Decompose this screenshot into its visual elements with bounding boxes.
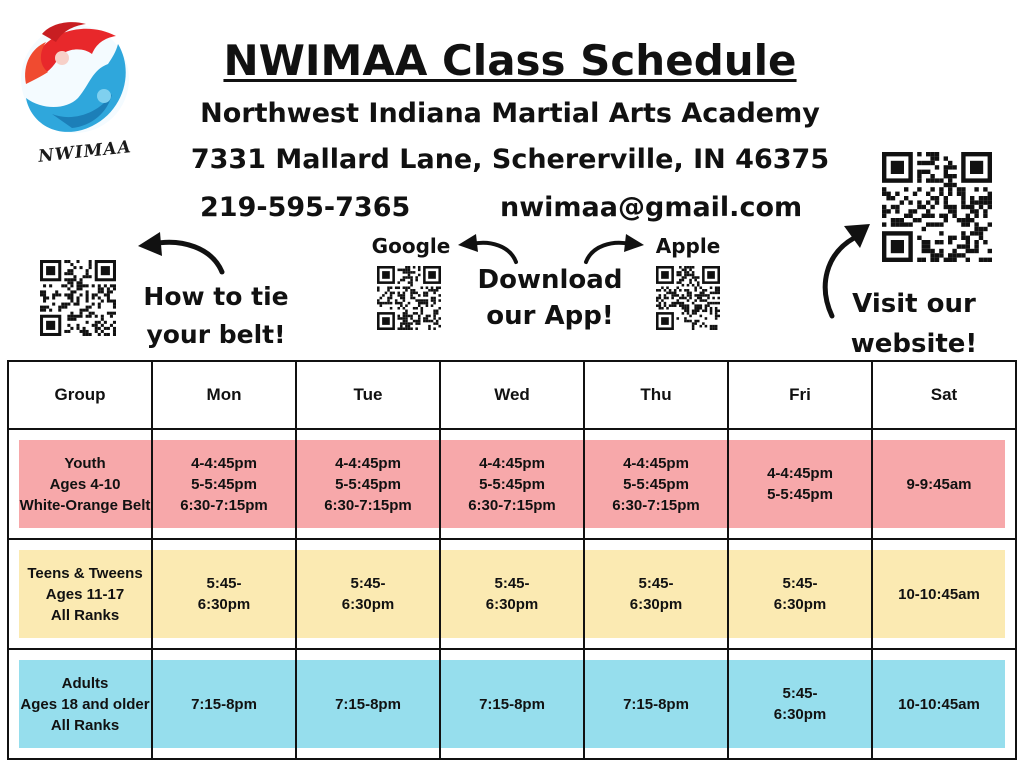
cell-content (19, 550, 151, 638)
cell-content (873, 550, 1005, 638)
cell-line: 10-10:45am (898, 585, 980, 603)
time-cell (152, 429, 296, 539)
time-cell (728, 649, 872, 759)
time-cell (584, 649, 728, 759)
download-app-label (468, 262, 632, 334)
column-header: Fri (728, 361, 872, 429)
time-cell (584, 429, 728, 539)
cell-line: 5:45- (494, 575, 530, 592)
column-header: Tue (296, 361, 440, 429)
cell-line: 6:30pm (773, 596, 827, 613)
cell-content (729, 440, 871, 528)
cell-line: 5-5:45pm (335, 475, 401, 493)
cell-line: 7:15-8pm (335, 695, 401, 713)
cell-line: 4-4:45pm (191, 454, 257, 472)
arrow-right-small-icon (580, 228, 650, 268)
time-cell (296, 649, 440, 759)
cell-line: 5:45- (350, 575, 386, 592)
cell-content (729, 660, 871, 748)
cell-line: 6:30pm (341, 596, 395, 613)
cell-line: 6:30-7:15pm (180, 496, 268, 514)
cell-line: White-Orange Belt (19, 496, 151, 514)
cell-content (873, 440, 1005, 528)
time-cell (296, 539, 440, 649)
cell-line: 5:45- (638, 575, 674, 592)
download-label-line2: our App! (486, 301, 614, 331)
group-cell (8, 429, 152, 539)
cell-line: 6:30-7:15pm (468, 496, 556, 514)
belt-video-qr-code[interactable] (40, 260, 116, 336)
cell-line: 9-9:45am (906, 475, 972, 493)
cell-line: 4-4:45pm (479, 454, 545, 472)
cell-content (153, 440, 295, 528)
column-header: Thu (584, 361, 728, 429)
address: 7331 Mallard Lane, Schererville, IN 46375 (190, 144, 830, 175)
cell-line: Youth (64, 454, 106, 472)
belt-label-line1: How to tie (143, 282, 289, 311)
cell-line: 5-5:45pm (623, 475, 689, 493)
time-cell (440, 649, 584, 759)
cell-content (873, 660, 1005, 748)
cell-content (19, 660, 151, 748)
academy-name: Northwest Indiana Martial Arts Academy (200, 98, 820, 129)
cell-content (441, 660, 583, 748)
cell-content (441, 550, 583, 638)
group-cell (8, 649, 152, 759)
download-label-line1: Download (477, 265, 623, 295)
website-qr-code[interactable] (882, 152, 992, 262)
cell-line: 10-10:45am (898, 695, 980, 713)
cell-line: Ages 11-17 (45, 585, 125, 603)
cell-line: 5:45- (206, 575, 242, 592)
cell-content (153, 660, 295, 748)
cell-content (729, 550, 871, 638)
group-cell (8, 539, 152, 649)
time-cell (152, 649, 296, 759)
cell-line: 7:15-8pm (479, 695, 545, 713)
time-cell (152, 539, 296, 649)
time-cell (440, 429, 584, 539)
phone-number[interactable]: 219-595-7365 (200, 192, 411, 223)
column-header: Mon (152, 361, 296, 429)
belt-label-line2: your belt! (146, 320, 286, 349)
cell-line: 5:45- (782, 575, 818, 592)
arrow-up-right-icon (814, 218, 874, 322)
cell-line: Adults (61, 674, 109, 692)
adults-row (8, 649, 1016, 759)
column-header: Wed (440, 361, 584, 429)
google-label: Google (371, 234, 451, 258)
time-cell (728, 539, 872, 649)
email-address[interactable]: nwimaa@gmail.com (500, 192, 803, 223)
cell-line: All Ranks (50, 716, 120, 734)
time-cell (296, 429, 440, 539)
cell-content (585, 550, 727, 638)
time-cell (872, 649, 1016, 759)
column-header: Sat (872, 361, 1016, 429)
cell-line: 4-4:45pm (623, 454, 689, 472)
cell-line: 4-4:45pm (767, 465, 833, 482)
cell-line: 5-5:45pm (479, 475, 545, 493)
cell-line: All Ranks (50, 606, 120, 624)
belt-tutorial-label (136, 278, 296, 354)
cell-line: 4-4:45pm (335, 454, 401, 472)
time-cell (872, 539, 1016, 649)
cell-content (297, 440, 439, 528)
time-cell (872, 429, 1016, 539)
cell-line: 6:30-7:15pm (612, 496, 700, 514)
logo-text: NWIMAA (37, 137, 133, 167)
cell-content (585, 660, 727, 748)
time-cell (440, 539, 584, 649)
google-app-qr-code[interactable] (377, 266, 441, 330)
cell-line: 6:30-7:15pm (324, 496, 412, 514)
header-row (8, 361, 1016, 429)
apple-app-qr-code[interactable] (656, 266, 720, 330)
apple-label: Apple (655, 234, 721, 258)
nwimaa-logo (12, 14, 138, 167)
teens-row (8, 539, 1016, 649)
cell-content (441, 440, 583, 528)
cell-line: 7:15-8pm (623, 695, 689, 713)
website-label-line2: website! (850, 329, 978, 359)
cell-line: Ages 4-10 (49, 475, 121, 493)
cell-line: 7:15-8pm (191, 695, 257, 713)
cell-line: 6:30pm (773, 706, 827, 723)
cell-line: 6:30pm (197, 596, 251, 613)
cell-line: 5:45- (782, 685, 818, 702)
cell-line: Teens & Tweens (27, 564, 143, 582)
cell-line: 5-5:45pm (191, 475, 257, 493)
cell-line: 6:30pm (629, 596, 683, 613)
column-header: Group (8, 361, 152, 429)
youth-row (8, 429, 1016, 539)
page-title: NWIMAA Class Schedule (223, 36, 797, 85)
arrow-left-icon (130, 226, 230, 276)
cell-content (153, 550, 295, 638)
cell-line: 6:30pm (485, 596, 539, 613)
cell-content (585, 440, 727, 528)
class-schedule-table (7, 360, 1017, 760)
cell-line: 5-5:45pm (767, 486, 833, 503)
cell-content (297, 550, 439, 638)
arrow-left-small-icon (452, 228, 522, 268)
time-cell (728, 429, 872, 539)
cell-line: Ages 18 and older (20, 695, 150, 713)
website-label-line1: Visit our (852, 289, 976, 319)
time-cell (584, 539, 728, 649)
cell-content (297, 660, 439, 748)
cell-content (19, 440, 151, 528)
